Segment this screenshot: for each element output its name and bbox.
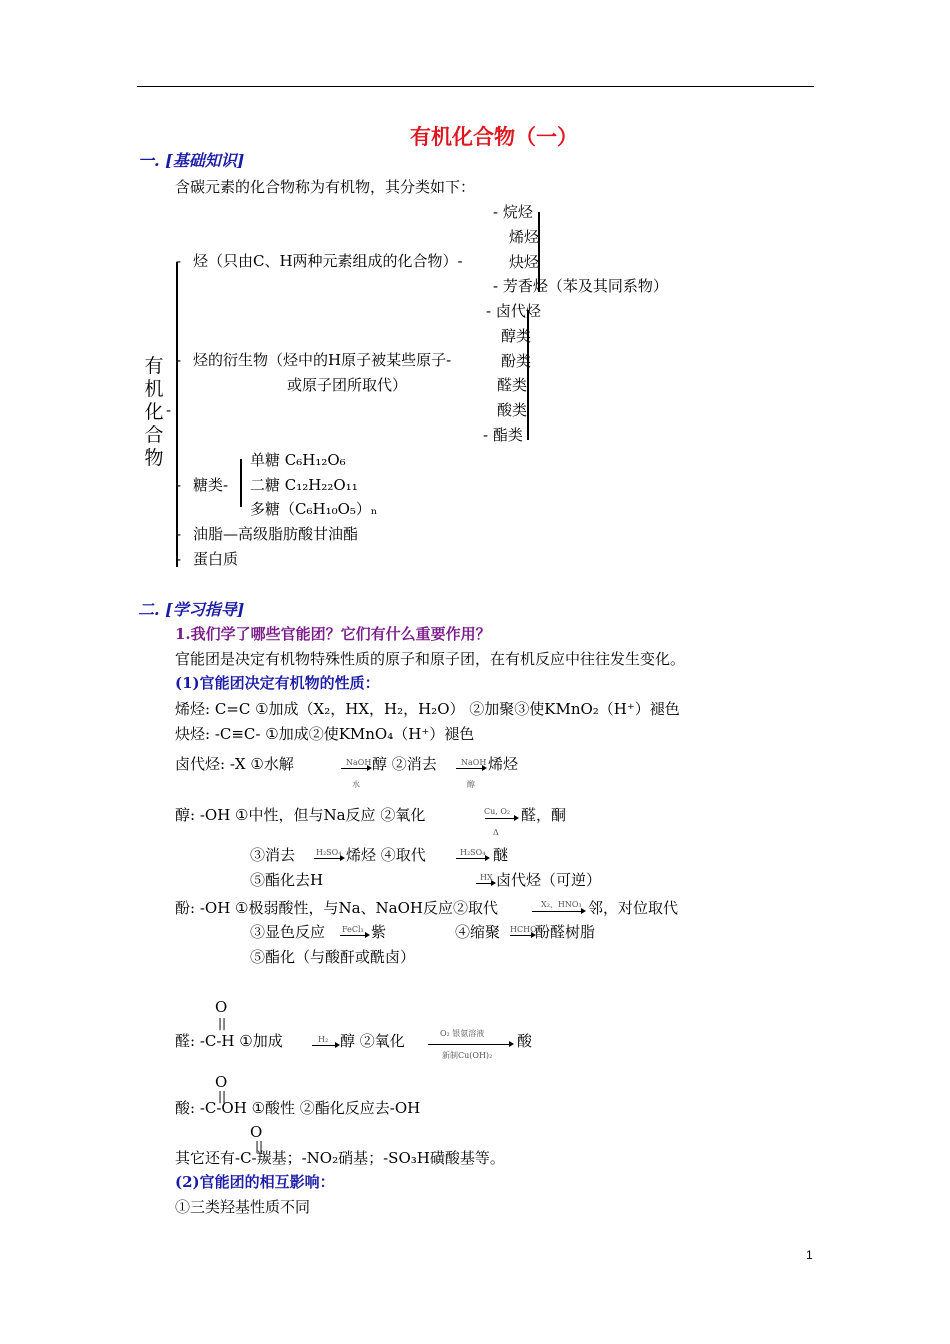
haloalkane-end: 烯烃 [488,755,519,773]
aldehyde-line: 醛: -C-H ①加成 [175,1032,283,1050]
root-char: 化 [144,401,164,423]
double-bond: || [255,1139,264,1153]
derivative-item: 醇类 [501,327,532,345]
double-bond: || [218,1016,227,1030]
arrow-condition: O₂ 银氨溶液 [440,1029,485,1038]
bracket-tick: - [176,351,182,369]
reaction-arrow [428,1044,510,1045]
alcohol-line1-end: 醛，酮 [521,806,567,824]
arrow-condition: NaOH [346,758,372,767]
reaction-arrow [340,935,366,936]
arrow-condition: 新制Cu(OH)₂ [442,1051,493,1060]
root-char: 机 [144,378,164,400]
alcohol-line1: 醇: -OH ①中性，但与Na反应 ②氧化 [175,806,426,824]
bracket-tick: - [176,476,182,494]
alkyne-line: 炔烃: -C≡C- ①加成②使KMnO₄（H⁺）褪色 [175,725,475,743]
reaction-arrow [456,858,486,859]
alcohol-line3-a: ⑤酯化去H [250,871,324,889]
reaction-arrow [341,768,368,769]
reaction-arrow [312,1045,336,1046]
sugar-item: 单糖 C₆H₁₂O₆ [250,451,346,469]
reaction-arrow [456,768,483,769]
double-bond: || [218,1089,227,1103]
derivative-item: - 酯类 [483,426,523,444]
acid-o-atom: O [215,1073,228,1091]
arrow-condition: H₂SO₄ [460,848,486,857]
header-rule [137,86,814,87]
fat-item: 油脂—高级脂肪酸甘油酯 [193,525,359,543]
question-1: 1.我们学了哪些官能团？它们有什么重要作用？ [175,625,491,643]
alcohol-line2-a: ③消去 [250,846,296,864]
hydrocarbon-label: 烃（只由C、H两种元素组成的化合物）- [193,252,463,270]
derivative-item: 酸类 [497,401,528,419]
root-char: 物 [144,447,164,469]
derivative-item: 酚类 [501,352,532,370]
carbonyl-o-atom: O [250,1123,263,1141]
phenol-line2-c: ④缩聚 [455,923,501,941]
arrow-condition: HCHO [510,925,537,934]
sugar-item: 多糖（C₆H₁₀O₅）ₙ [250,500,378,518]
sugar-label: 糖类- [193,476,229,494]
haloalkane-mid: 醇 ②消去 [372,755,437,773]
phenol-line1: 酚: -OH ①极弱酸性，与Na、NaOH反应②取代 [175,899,498,917]
alkene-line: 烯烃: C=C ①加成（X₂，HX，H₂，H₂O） ②加聚③使KMnO₂（H⁺）褪色 [175,700,680,718]
arrow-condition: NaOH [461,758,487,767]
arrow-condition: Δ [493,828,499,837]
bracket-tick: - [176,252,182,270]
aldehyde-o-atom: O [215,998,228,1016]
sugar-bracket [240,459,242,507]
subheading-1: (1)官能团决定有机物的性质： [175,674,380,692]
hydrocarbon-item: 烯烃 [509,228,540,246]
root-char: 合 [144,424,164,446]
arrow-condition: H₂ [318,1035,329,1044]
alcohol-line3-b: 卤代烃（可逆） [496,871,602,889]
aldehyde-mid: 醇 ②氧化 [340,1032,405,1050]
functional-group-intro: 官能团是决定有机物特殊性质的原子和原子团，在有机反应中往往发生变化。 [175,650,686,668]
derivative-label-cont: 或原子团所取代） [287,376,408,394]
derivative-item: - 卤代烃 [486,302,541,320]
phenol-line2-b: 紫 [371,923,387,941]
reaction-arrow [485,818,515,819]
hydroxyl-item: ①三类羟基性质不同 [175,1198,311,1216]
arrow-condition: Cu, O₂ [484,807,511,816]
main-bracket [176,262,178,567]
section1-heading: 一. [基础知识] [138,151,245,170]
phenol-line2-d: 酚醛树脂 [535,923,596,941]
phenol-line1-end: 邻，对位取代 [588,899,679,917]
root-label [144,355,164,470]
page-title: 有机化合物（一） [410,124,578,149]
reaction-arrow [314,858,341,859]
arrow-condition: H₂SO₄ [316,848,342,857]
phenol-line3: ⑤酯化（与酸酐或酰卤） [250,948,416,966]
arrow-condition: 水 [352,780,360,789]
arrow-condition: 醇 [467,780,475,789]
arrow-condition: X₂、HNO₃ [541,900,582,909]
root-char: 有 [144,355,164,377]
haloalkane-prefix: 卤代烃: -X ①水解 [175,755,294,773]
protein-item: 蛋白质 [193,550,239,568]
alcohol-line2-c: 醚 [493,846,509,864]
arrow-condition: FeCl₃ [342,925,364,934]
reaction-arrow [532,911,582,912]
reaction-arrow [476,883,492,884]
derivative-item: 醛类 [497,376,528,394]
phenol-line2-a: ③显色反应 [250,923,326,941]
classification-intro: 含碳元素的化合物称为有机物，其分类如下： [175,178,476,196]
derivative-label: 烃的衍生物（烃中的H原子被某些原子- [193,351,452,369]
aldehyde-end: 酸 [517,1032,533,1050]
hydrocarbon-item: - 烷烃 [493,203,533,221]
arrow-condition: HX [480,873,493,882]
subheading-2: (2)官能团的相互影响： [175,1173,335,1191]
other-groups-line: 其它还有-C-羰基；-NO₂硝基；-SO₃H磺酸基等。 [175,1149,505,1167]
hydrocarbon-item: - 芳香烃（苯及其同系物） [493,277,668,295]
hydrocarbon-item: 炔烃 [509,253,540,271]
alcohol-line2-b: 烯烃 ④取代 [346,846,426,864]
bracket-tick: - [176,525,182,543]
page-number: 1 [806,1248,813,1262]
sugar-item: 二糖 C₁₂H₂₂O₁₁ [250,476,358,494]
acid-line: 酸: -C-OH ①酸性 ②酯化反应去-OH [175,1099,421,1117]
reaction-arrow [510,935,532,936]
section2-heading: 二. [学习指导] [138,600,245,619]
root-dash: - [166,401,172,419]
bracket-tick: - [176,550,182,568]
